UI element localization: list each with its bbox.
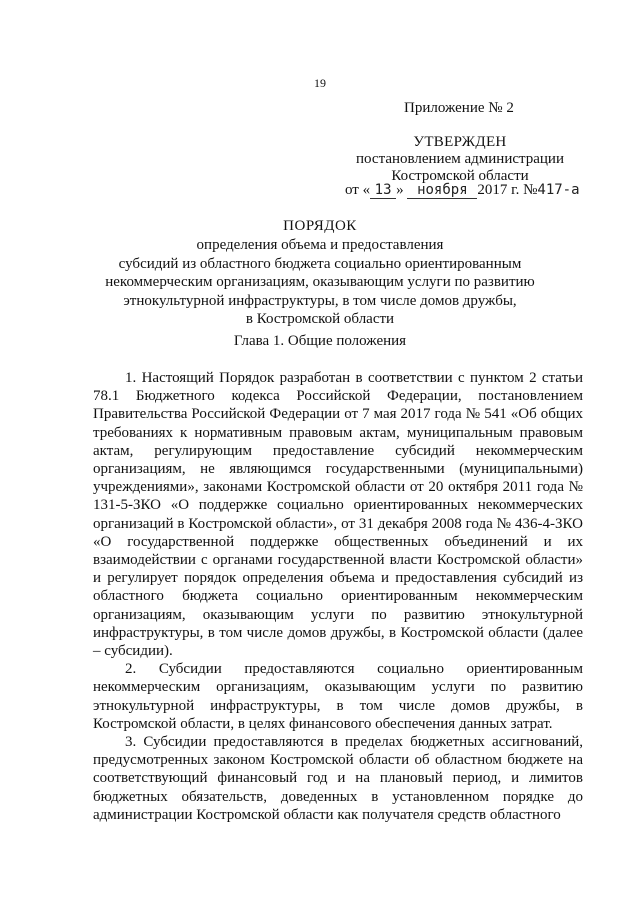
subtitle-line: некоммерческим организациям, оказывающим услуги по развитию [105,274,535,290]
date-year: 2017 г. № [477,182,538,198]
subtitle-line: определения объема и предоставления [196,237,444,253]
subtitle-line: в Костромской области [245,311,395,327]
appendix-label: Приложение № 2 [404,100,514,116]
paragraph: 3. Субсидии предоставляются в пределах бюджетных ассигнований, предусмотренных законом Костромской области об областном бюджете на соответствующий финансовый год и на плановый период, и лимитов бюджетных обязательств, доведенных в установленном порядке до администрации Костромской области как получателя средств областного [93,734,583,823]
date-prefix: от « [345,182,371,198]
paragraph: 2. Субсидии предоставляются социально ориентированным некоммерческим организациям, оказывающим услуги по развитию этнокультурной инфраструктуры, в том числе домов дружбы, в Костромской области, в целях финансового обеспечения данных затрат. [93,661,583,732]
approval-line-2: Костромской области [391,168,529,184]
subtitle-line: субсидий из областного бюджета социально ориентированным [118,255,522,272]
date-month-handwritten: ноября [407,182,477,199]
subtitle-line: этнокультурной инфраструктуры, в том числе домов дружбы, [123,292,517,309]
document-subtitle [100,236,540,329]
approval-line-1: постановлением администрации [356,151,564,167]
date-day-handwritten: 13 [370,182,396,199]
approval-title: УТВЕРЖДЕН [413,134,507,150]
document-title: ПОРЯДОК [283,218,357,234]
page-number: 19 [314,76,326,90]
approval-block [340,134,580,185]
chapter-heading: Глава 1. Общие положения [233,333,407,349]
document-body [93,369,583,824]
date-mid: » [396,182,404,198]
paragraph: 1. Настоящий Порядок разработан в соответствии с пунктом 2 статьи 78.1 Бюджетного кодекса Российской Федерации, постановлением Правительства Российской Федерации от 7 мая 2017 года № 541 «Об общих требованиях к нормативным правовым актам, муниципальным правовым актам, регулирующим предоставление субсидий некоммерческим организациям, не являющимся государственными (муниципальными) учреждениями», законами Костромской области от 20 октября 2011 года № 131-5-ЗКО «О поддержке социально ориентированных некоммерческих организаций в Костромской области», от 31 декабря 2008 года № 436-4-ЗКО «О государственной поддержке общественных объединений и их взаимодействии с органами государственной власти Костромской области» и регулирует порядок определения объема и предоставления субсидий из областного бюджета социально ориентированным некоммерческим организациям, оказывающим услуги по развитию этнокультурной инфраструктуры, в том числе домов дружбы, в Костромской области (далее – субсидии). [93,370,583,660]
document-number-handwritten: 417-а [537,182,580,198]
approval-date-line [345,182,580,199]
